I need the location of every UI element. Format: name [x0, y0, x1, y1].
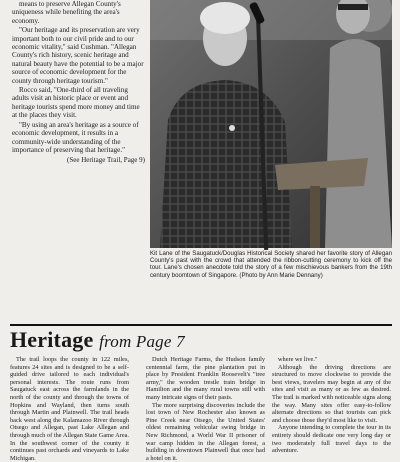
photo [150, 0, 392, 248]
photo-image [150, 0, 392, 248]
headline-title: Heritage [10, 327, 94, 352]
article-headline [10, 328, 185, 354]
paragraph: The more surprising discoveries include the lost town of New Rochester also known as Pine Creek near Otsego, the United States' oldest remaining vehicular swing bridge in New Richmond, a World War II prisoner of war camp hidden in the Allegan forest, a building in downtown Plainwell that once had a hotel on it. [146, 401, 265, 462]
article-column-3 [272, 356, 391, 455]
paragraph: Although the driving directions are structured to move clockwise to provide the best views, travelers may begin at any of the sites and visit as many or as few as desired. The trail is marked with noticeable signs along the way. Many sites offer easy-to-follow alternate directions so that tourists can pick and choose those they'd most like to visit. [272, 363, 391, 424]
left-column [12, 0, 145, 165]
paragraph: Anyone intending to complete the tour in its entirety should dedicate one very long day or two moderately full travel days to the adventure. [272, 424, 391, 455]
photo-caption: Kit Lane of the Saugatuck/Douglas Historical Society shared her favorite story of Allegan County's past with the crowd that attended the ribbon-cutting ceremony to kick off the tour. Lane's chosen anecdote told the story of a few mischievous bankers from the 19th century boomtown of Singapore. (Photo by Ann Marie Dennany) [150, 250, 392, 279]
paragraph: Rocco said, "One-third of all traveling adults visit an historic place or event and heritage tourists spend more money and time at the places they visit. [12, 86, 140, 120]
section-divider [10, 324, 392, 326]
paragraph: The trail loops the county in 122 miles, features 24 sites and is designed to be a self-guided drive tailored to each individual's personal interests. The route runs from Saugatuck east across the farmlands in the north of the county and through the towns of Hopkins and Wayland, then turns south through Martin and Plainwell. The trail heads back west along the Kalamazoo River through Otsego and Allegan, past Lake Allegan and through much of the Allegan State Game Area. In the southwest corner of the county it continues past orchards and vineyards to Lake Michigan. [10, 356, 129, 462]
see-more-reference: (See Heritage Trail, Page 9) [67, 156, 145, 165]
article-body [10, 356, 394, 462]
article-column-1 [10, 356, 129, 462]
paragraph: where we live." [278, 356, 318, 363]
paragraph: means to preserve Allegan County's uniqueness while benefiting the area's economy. [12, 0, 121, 25]
article-column-2 [146, 356, 265, 462]
paragraph: "Our heritage and its preservation are very important both to our civil pride and to our economic vitality," said Cushman. "Allegan County's rich history, scenic heritage and natural beauty have the potential to be a major source of economic development for the county through heritage tourism." [12, 26, 144, 85]
headline-from: from Page 7 [99, 332, 185, 351]
paragraph: Dutch Heritage Farms, the Hudson family centennial farm, the pine plantation put in place by President Franklin Roosevelt's "tree army," the wooden trestle train bridge in Hamilton and the many rural towns still with many intricate signs of their pasts. [146, 356, 265, 401]
paragraph: "By using an area's heritage as a source of economic development, it results in a community-wide understanding of the importance of preserving that heritage." [12, 120, 139, 154]
